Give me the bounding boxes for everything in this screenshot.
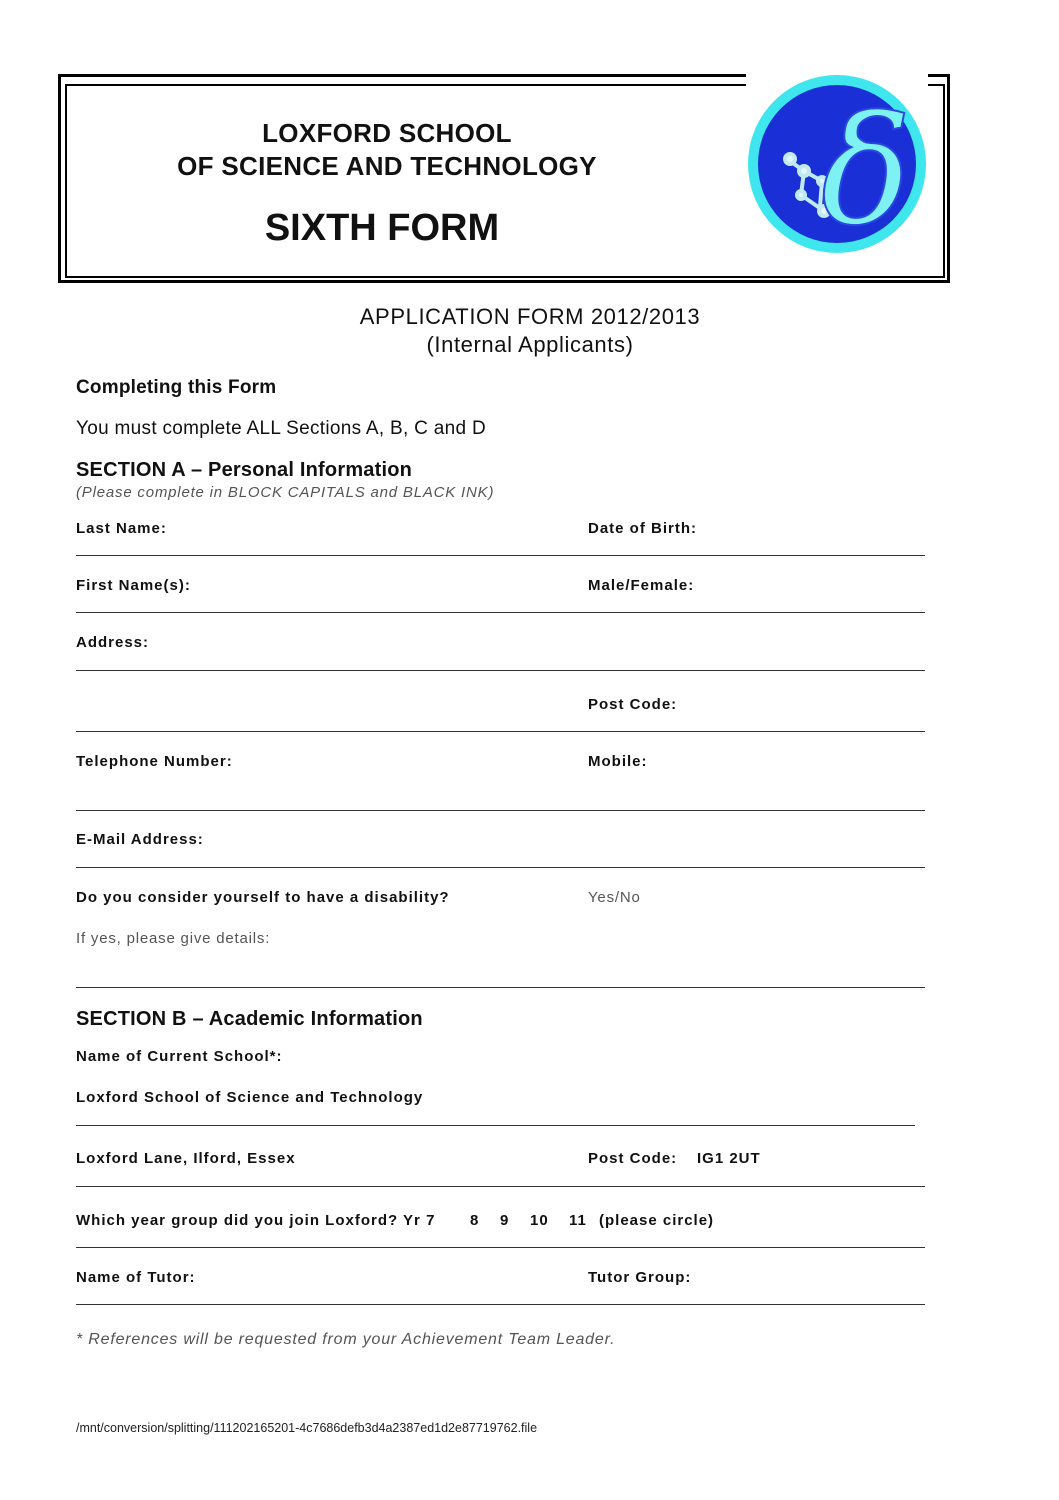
year-group-question: Which year group did you join Loxford? Yr 7 — [76, 1212, 436, 1229]
application-form-title: APPLICATION FORM 2012/2013 — [359, 304, 701, 329]
last-name-label: Last Name: — [76, 520, 167, 537]
disability-details-label: If yes, please give details: — [76, 930, 271, 947]
school-name-line2: OF SCIENCE AND TECHNOLOGY — [177, 151, 597, 181]
year-option-10[interactable]: 10 — [530, 1212, 549, 1229]
section-b-heading: SECTION B – Academic Information — [76, 1008, 423, 1030]
school-logo — [746, 73, 928, 255]
tutor-field[interactable] — [76, 1304, 925, 1305]
last-name-field[interactable] — [76, 555, 925, 556]
tutor-name-label: Name of Tutor: — [76, 1269, 196, 1286]
references-footnote: * References will be requested from your Achievement Team Leader. — [76, 1331, 616, 1348]
current-school-label: Name of Current School*: — [76, 1048, 283, 1065]
file-path-footer: /mnt/conversion/splitting/111202165201-4c7686defb3d4a2387ed1d2e87719762.file — [76, 1421, 538, 1435]
first-names-field[interactable] — [76, 612, 925, 613]
year-option-8[interactable]: 8 — [470, 1212, 480, 1229]
completing-heading: Completing this Form — [76, 377, 277, 398]
telephone-field[interactable] — [76, 810, 925, 811]
section-a-note: (Please complete in BLOCK CAPITALS and BLACK INK) — [76, 484, 495, 501]
first-names-label: First Name(s): — [76, 577, 191, 594]
telephone-label: Telephone Number: — [76, 753, 233, 770]
email-label: E-Mail Address: — [76, 831, 204, 848]
application-form-subtitle: (Internal Applicants) — [426, 332, 634, 357]
disability-details-field[interactable] — [76, 987, 925, 988]
disability-question: Do you consider yourself to have a disability? — [76, 889, 450, 906]
year-option-9[interactable]: 9 — [500, 1212, 510, 1229]
please-circle-note: (please circle) — [599, 1212, 715, 1229]
email-field[interactable] — [76, 867, 925, 868]
post-code-label: Post Code: — [588, 696, 678, 713]
school-address-field[interactable] — [76, 1186, 925, 1187]
school-name-field[interactable] — [76, 1125, 915, 1126]
school-post-code-label: Post Code: — [588, 1150, 678, 1167]
year-option-11[interactable]: 11 — [569, 1212, 587, 1229]
mobile-label: Mobile: — [588, 753, 648, 770]
school-name-line1: LOXFORD SCHOOL — [262, 118, 512, 148]
date-of-birth-label: Date of Birth: — [588, 520, 697, 537]
address-label: Address: — [76, 634, 150, 651]
school-post-code-value: IG1 2UT — [697, 1150, 761, 1167]
current-school-name: Loxford School of Science and Technology — [76, 1089, 424, 1106]
address-field-line2[interactable] — [76, 731, 925, 732]
school-address: Loxford Lane, Ilford, Essex — [76, 1150, 296, 1167]
year-group-rule — [76, 1247, 925, 1248]
male-female-label: Male/Female: — [588, 577, 695, 594]
address-field-line1[interactable] — [76, 670, 925, 671]
tutor-group-label: Tutor Group: — [588, 1269, 692, 1286]
sixth-form-title: SIXTH FORM — [264, 207, 500, 249]
section-a-heading: SECTION A – Personal Information — [76, 459, 413, 481]
completing-instruction: You must complete ALL Sections A, B, C and D — [76, 418, 486, 439]
logo-delta-letter: δ — [820, 85, 912, 255]
disability-yes-no[interactable]: Yes/No — [588, 889, 641, 906]
